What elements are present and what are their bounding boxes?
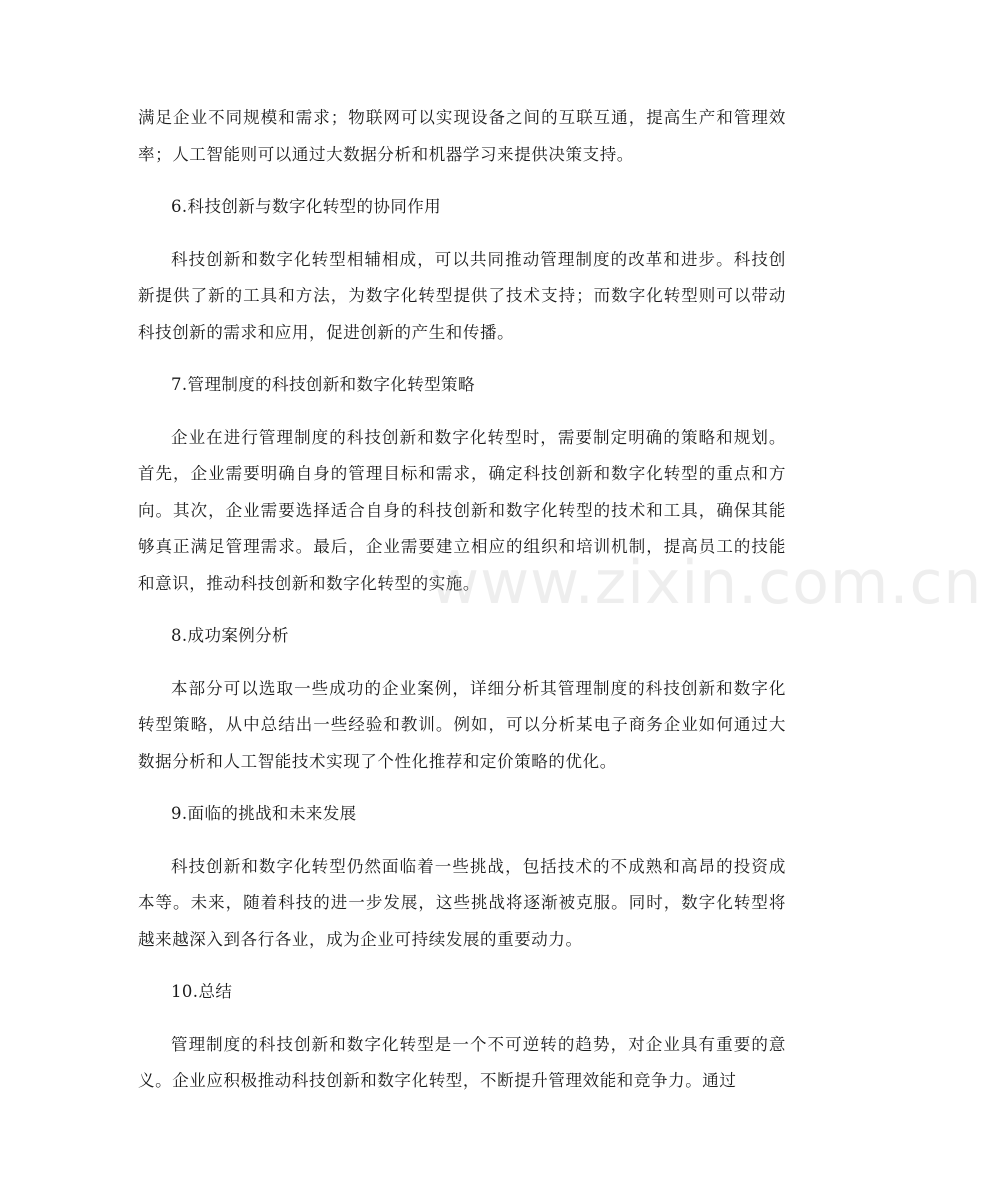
paragraph-section-7: 企业在进行管理制度的科技创新和数字化转型时，需要制定明确的策略和规划。首先，企业需要明确自身的管理目标和需求，确定科技创新和数字化转型的重点和方向。其次，企业需要选择适合自身的科技创新和数字化转型的技术和工具，确保其能够真正满足管理需求。最后，企业需要建立相应的组织和培训机制，提高员工的技能和意识，推动科技创新和数字化转型的实施。	[138, 427, 786, 593]
paragraph-section-6: 科技创新和数字化转型相辅相成，可以共同推动管理制度的改革和进步。科技创新提供了新的工具和方法，为数字化转型提供了技术支持；而数字化转型则可以带动科技创新的需求和应用，促进创新的产生和传播。	[138, 249, 786, 342]
paragraph-iot-ai: 满足企业不同规模和需求；物联网可以实现设备之间的互联互通，提高生产和管理效率；人工智能则可以通过大数据分析和机器学习来提供决策支持。	[138, 108, 786, 164]
paragraph-section-9: 科技创新和数字化转型仍然面临着一些挑战，包括技术的不成熟和高昂的投资成本等。未来，随着科技的进一步发展，这些挑战将逐渐被克服。同时，数字化转型将越来越深入到各行各业，成为企业可持续发展的重要动力。	[138, 856, 786, 949]
paragraph-section-8: 本部分可以选取一些成功的企业案例，详细分析其管理制度的科技创新和数字化转型策略，从中总结出一些经验和教训。例如，可以分析某电子商务企业如何通过大数据分析和人工智能技术实现了个性化推荐和定价策略的优化。	[138, 678, 786, 771]
watermark: www.zixin.com.cn	[430, 548, 982, 618]
heading-section-8: 8.成功案例分析	[171, 626, 289, 645]
document-body	[138, 100, 786, 1116]
heading-section-7: 7.管理制度的科技创新和数字化转型策略	[171, 375, 475, 394]
heading-section-10: 10.总结	[171, 982, 233, 1001]
heading-section-6: 6.科技创新与数字化转型的协同作用	[171, 197, 442, 216]
heading-section-9: 9.面临的挑战和未来发展	[171, 804, 357, 823]
paragraph-section-10: 管理制度的科技创新和数字化转型是一个不可逆转的趋势，对企业具有重要的意义。企业应积极推动科技创新和数字化转型，不断提升管理效能和竞争力。通过	[138, 1034, 786, 1090]
